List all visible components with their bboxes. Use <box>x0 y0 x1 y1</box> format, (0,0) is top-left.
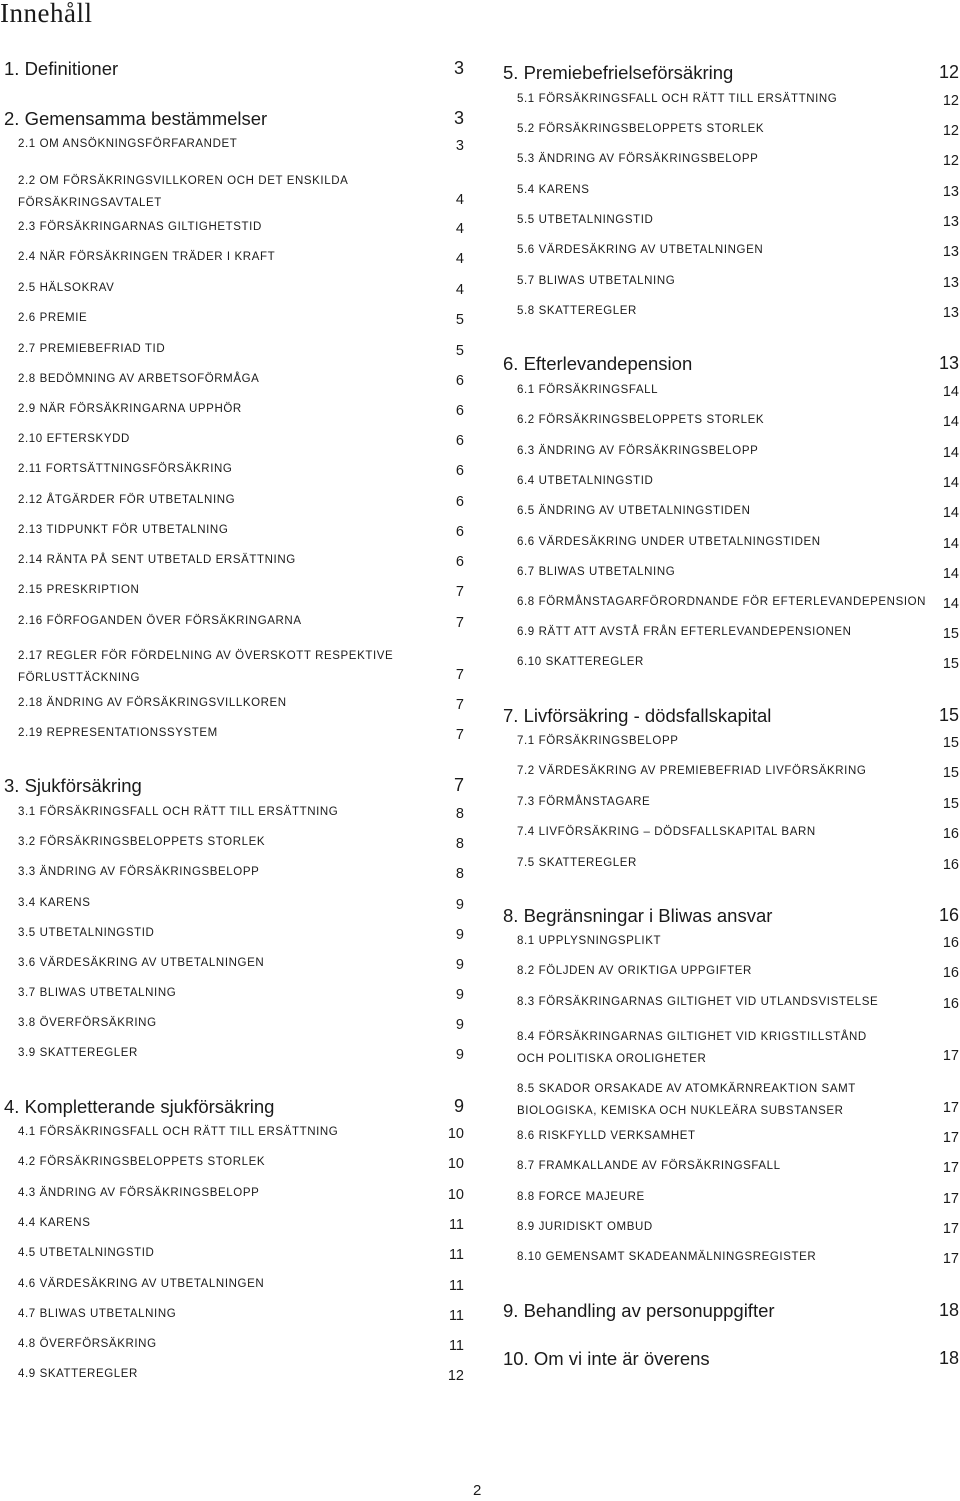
toc-entry-label: 6.8 FÖRMÅNSTAGARFÖRORDNANDE FÖR EFTERLEVANDEPENSION <box>517 596 927 608</box>
toc-entry-label: 8.4 FÖRSÄKRINGARNAS GILTIGHET VID KRIGSTILLSTÅND <box>517 1031 867 1043</box>
toc-subsection-entry[interactable] <box>4 433 464 455</box>
toc-entry-page-number: 10 <box>447 1126 464 1142</box>
toc-entry-page-number: 7 <box>455 727 464 743</box>
toc-subsection-entry[interactable] <box>503 935 959 957</box>
toc-entry-page-number: 4 <box>455 251 464 267</box>
toc-subsection-entry[interactable] <box>4 1187 464 1209</box>
toc-entry-label: 2.1 OM ANSÖKNINGSFÖRFARANDET <box>18 138 238 150</box>
toc-section-entry[interactable] <box>4 108 464 130</box>
toc-entry-page-number: 16 <box>938 905 959 925</box>
toc-entry-page-number: 17 <box>942 1251 959 1267</box>
toc-entry-label: 2.15 PRESKRIPTION <box>18 584 140 596</box>
toc-section-entry[interactable] <box>503 1348 959 1370</box>
toc-subsection-entry[interactable] <box>4 927 464 949</box>
toc-entry-label: 5.4 KARENS <box>517 184 590 196</box>
toc-entry-label: 6.2 FÖRSÄKRINGSBELOPPETS STORLEK <box>517 414 765 426</box>
toc-entry-label: 6.6 VÄRDESÄKRING UNDER UTBETALNINGSTIDEN <box>517 536 821 548</box>
toc-section-entry[interactable] <box>503 705 959 727</box>
toc-entry-label: 2.6 PREMIE <box>18 312 88 324</box>
toc-subsection-entry[interactable] <box>4 343 464 365</box>
toc-entry-label: 2.14 RÄNTA PÅ SENT UTBETALD ERSÄTTNING <box>18 554 296 566</box>
toc-subsection-entry[interactable] <box>4 1017 464 1039</box>
toc-entry-page-number: 16 <box>942 996 959 1012</box>
toc-entry-label: 4.4 KARENS <box>18 1217 91 1229</box>
toc-subsection-entry[interactable] <box>4 615 464 637</box>
toc-subsection-entry[interactable] <box>4 1368 464 1390</box>
toc-subsection-entry[interactable] <box>4 138 464 160</box>
toc-entry-page-number: 6 <box>455 524 464 540</box>
page-title: Innehåll <box>0 0 93 28</box>
toc-subsection-entry[interactable] <box>503 93 959 115</box>
toc-entry-label: 7. Livförsäkring - dödsfallskapital <box>503 705 772 726</box>
toc-entry-page-number: 7 <box>455 615 464 631</box>
toc-entry-label: 5.5 UTBETALNINGSTID <box>517 214 654 226</box>
toc-entry-page-number: 9 <box>455 927 464 943</box>
toc-entry-label: 4.5 UTBETALNINGSTID <box>18 1247 155 1259</box>
toc-entry-page-number: 12 <box>942 123 959 139</box>
toc-entry-label: 4.9 SKATTEREGLER <box>18 1368 138 1380</box>
toc-entry-page-number: 4 <box>455 282 464 298</box>
toc-entry-page-number: 15 <box>942 765 959 781</box>
toc-entry-label: 6.9 RÄTT ATT AVSTÅ FRÅN EFTERLEVANDEPENSIONEN <box>517 626 852 638</box>
toc-entry-page-number: 11 <box>448 1308 464 1324</box>
toc-entry-label: 2.7 PREMIEBEFRIAD TID <box>18 343 166 355</box>
toc-entry-page-number: 9 <box>455 1047 464 1063</box>
toc-entry-page-number: 6 <box>455 373 464 389</box>
toc-entry-page-number: 18 <box>938 1348 959 1368</box>
toc-entry-label: 10. Om vi inte är överens <box>503 1348 710 1369</box>
toc-entry-label: 8.6 RISKFYLLD VERKSAMHET <box>517 1130 696 1142</box>
toc-section-entry[interactable] <box>503 353 959 375</box>
toc-entry-page-number: 11 <box>448 1217 464 1233</box>
toc-entry-page-number: 6 <box>455 463 464 479</box>
toc-entry-label: 4.6 VÄRDESÄKRING AV UTBETALNINGEN <box>18 1278 265 1290</box>
toc-entry-label: 5.8 SKATTEREGLER <box>517 305 637 317</box>
toc-subsection-entry[interactable] <box>503 965 959 987</box>
toc-entry-page-number: 9 <box>455 897 464 913</box>
toc-entry-page-number: 9 <box>455 1017 464 1033</box>
toc-entry-page-number: 8 <box>455 806 464 822</box>
toc-subsection-entry[interactable] <box>503 796 959 818</box>
toc-subsection-entry[interactable] <box>4 866 464 888</box>
toc-subsection-entry[interactable] <box>4 1247 464 1269</box>
toc-subsection-entry[interactable] <box>4 282 464 304</box>
toc-subsection-entry[interactable] <box>503 184 959 206</box>
toc-subsection-entry[interactable] <box>503 214 959 236</box>
toc-subsection-entry[interactable] <box>4 727 464 749</box>
toc-entry-page-number: 8 <box>455 866 464 882</box>
toc-entry-page-number: 6 <box>455 403 464 419</box>
toc-entry-label: 8.7 FRAMKALLANDE AV FÖRSÄKRINGSFALL <box>517 1160 781 1172</box>
toc-entry-page-number: 15 <box>942 626 959 642</box>
toc-subsection-entry[interactable] <box>4 806 464 828</box>
toc-subsection-entry[interactable] <box>4 957 464 979</box>
toc-entry-label: 4.8 ÖVERFÖRSÄKRING <box>18 1338 157 1350</box>
toc-subsection-entry[interactable] <box>503 153 959 175</box>
toc-subsection-entry[interactable] <box>503 275 959 297</box>
toc-entry-label: 5. Premiebefrielseförsäkring <box>503 62 734 83</box>
toc-entry-label: 2.3 FÖRSÄKRINGARNAS GILTIGHETSTID <box>18 221 262 233</box>
toc-entry-label: 3.2 FÖRSÄKRINGSBELOPPETS STORLEK <box>18 836 266 848</box>
toc-entry-label: 4.2 FÖRSÄKRINGSBELOPPETS STORLEK <box>18 1156 266 1168</box>
toc-subsection-entry[interactable] <box>503 505 959 527</box>
toc-entry-page-number: 14 <box>942 536 959 552</box>
toc-entry-label: 5.1 FÖRSÄKRINGSFALL OCH RÄTT TILL ERSÄTTNING <box>517 93 838 105</box>
toc-entry-label: 2.10 EFTERSKYDD <box>18 433 130 445</box>
toc-entry-page-number: 14 <box>942 445 959 461</box>
toc-subsection-entry[interactable] <box>503 566 959 588</box>
toc-entry-label: 2.9 NÄR FÖRSÄKRINGARNA UPPHÖR <box>18 403 242 415</box>
toc-entry-page-number: 10 <box>447 1187 464 1203</box>
toc-subsection-entry[interactable] <box>4 312 464 334</box>
toc-entry-label: 2.19 REPRESENTATIONSSYSTEM <box>18 727 218 739</box>
toc-entry-page-number: 17 <box>942 1191 959 1207</box>
toc-entry-label: 3.7 BLIWAS UTBETALNING <box>18 987 177 999</box>
toc-entry-label: 3.3 ÄNDRING AV FÖRSÄKRINGSBELOPP <box>18 866 260 878</box>
toc-entry-label: 4.1 FÖRSÄKRINGSFALL OCH RÄTT TILL ERSÄTTNING <box>18 1126 339 1138</box>
toc-subsection-entry[interactable] <box>503 536 959 558</box>
toc-subsection-entry[interactable] <box>4 897 464 919</box>
toc-entry-label: 8. Begränsningar i Bliwas ansvar <box>503 905 773 926</box>
toc-entry-label: 2.12 ÅTGÄRDER FÖR UTBETALNING <box>18 494 236 506</box>
toc-subsection-entry[interactable] <box>503 244 959 266</box>
toc-entry-label: 6.10 SKATTEREGLER <box>517 656 644 668</box>
toc-entry-page-number: 13 <box>942 214 959 230</box>
toc-entry-label: 4.3 ÄNDRING AV FÖRSÄKRINGSBELOPP <box>18 1187 260 1199</box>
toc-subsection-entry[interactable] <box>503 305 959 327</box>
toc-entry-page-number: 15 <box>938 705 959 725</box>
toc-entry-label: 8.8 FORCE MAJEURE <box>517 1191 645 1203</box>
toc-entry-label: 8.9 JURIDISKT OMBUD <box>517 1221 653 1233</box>
toc-subsection-entry[interactable] <box>503 1160 959 1182</box>
toc-entry-label: 3.9 SKATTEREGLER <box>18 1047 138 1059</box>
toc-entry-label: 4.7 BLIWAS UTBETALNING <box>18 1308 177 1320</box>
toc-entry-label: 6.7 BLIWAS UTBETALNING <box>517 566 676 578</box>
toc-entry-page-number: 7 <box>455 667 464 683</box>
toc-subsection-entry[interactable] <box>503 626 959 648</box>
toc-entry-label: 3. Sjukförsäkring <box>4 775 142 796</box>
toc-entry-page-number: 17 <box>942 1130 959 1146</box>
toc-entry-page-number: 3 <box>453 58 464 78</box>
toc-entry-label: 5.7 BLIWAS UTBETALNING <box>517 275 676 287</box>
toc-entry-page-number: 5 <box>455 312 464 328</box>
toc-entry-page-number: 14 <box>942 596 959 612</box>
toc-subsection-entry[interactable] <box>503 1130 959 1152</box>
toc-entry-page-number: 17 <box>942 1160 959 1176</box>
toc-subsection-entry[interactable] <box>4 251 464 273</box>
toc-subsection-entry[interactable] <box>4 170 464 214</box>
toc-entry-page-number: 12 <box>938 62 959 82</box>
toc-entry-label-continued: FÖRLUSTTÄCKNING <box>18 672 141 684</box>
toc-subsection-entry[interactable] <box>4 403 464 425</box>
toc-subsection-entry[interactable] <box>503 596 959 618</box>
toc-entry-page-number: 16 <box>942 935 959 951</box>
toc-entry-label: 8.1 UPPLYSNINGSPLIKT <box>517 935 662 947</box>
toc-entry-label: 2.17 REGLER FÖR FÖRDELNING AV ÖVERSKOTT RESPEKTIVE <box>18 650 394 662</box>
toc-subsection-entry[interactable] <box>4 987 464 1009</box>
toc-subsection-entry[interactable] <box>4 584 464 606</box>
toc-entry-label: 8.5 SKADOR ORSAKADE AV ATOMKÄRNREAKTION SAMT <box>517 1083 856 1095</box>
toc-entry-page-number: 14 <box>942 414 959 430</box>
toc-subsection-entry[interactable] <box>4 1308 464 1330</box>
toc-entry-page-number: 14 <box>942 566 959 582</box>
toc-entry-label: 2.5 HÄLSOKRAV <box>18 282 115 294</box>
toc-entry-label: 6.3 ÄNDRING AV FÖRSÄKRINGSBELOPP <box>517 445 759 457</box>
toc-entry-page-number: 14 <box>942 475 959 491</box>
toc-subsection-entry[interactable] <box>503 1191 959 1213</box>
toc-entry-label: 9. Behandling av personuppgifter <box>503 1300 775 1321</box>
toc-entry-page-number: 13 <box>942 305 959 321</box>
toc-subsection-entry[interactable] <box>4 1156 464 1178</box>
toc-subsection-entry[interactable] <box>4 697 464 719</box>
toc-subsection-entry[interactable] <box>4 373 464 395</box>
toc-entry-page-number: 13 <box>942 184 959 200</box>
toc-entry-label: 5.3 ÄNDRING AV FÖRSÄKRINGSBELOPP <box>517 153 759 165</box>
toc-entry-label: 6.4 UTBETALNINGSTID <box>517 475 654 487</box>
toc-entry-label: 3.8 ÖVERFÖRSÄKRING <box>18 1017 157 1029</box>
toc-entry-page-number: 18 <box>938 1300 959 1320</box>
toc-entry-label: 5.2 FÖRSÄKRINGSBELOPPETS STORLEK <box>517 123 765 135</box>
toc-entry-label: 4. Kompletterande sjukförsäkring <box>4 1096 275 1117</box>
toc-subsection-entry[interactable] <box>4 645 464 689</box>
toc-entry-label: 2.4 NÄR FÖRSÄKRINGEN TRÄDER I KRAFT <box>18 251 276 263</box>
toc-subsection-entry[interactable] <box>503 1251 959 1273</box>
toc-entry-label: 6.1 FÖRSÄKRINGSFALL <box>517 384 659 396</box>
toc-entry-page-number: 6 <box>455 433 464 449</box>
toc-entry-label: 7.1 FÖRSÄKRINGSBELOPP <box>517 735 679 747</box>
toc-entry-page-number: 4 <box>455 221 464 237</box>
toc-entry-page-number: 11 <box>448 1278 464 1294</box>
toc-entry-page-number: 17 <box>942 1048 959 1064</box>
toc-entry-page-number: 15 <box>942 656 959 672</box>
toc-entry-page-number: 17 <box>942 1221 959 1237</box>
toc-entry-label: 6.5 ÄNDRING AV UTBETALNINGSTIDEN <box>517 505 751 517</box>
toc-entry-page-number: 17 <box>942 1100 959 1116</box>
toc-subsection-entry[interactable] <box>503 1026 959 1070</box>
toc-section-entry[interactable] <box>503 1300 959 1322</box>
toc-entry-label: 8.3 FÖRSÄKRINGARNAS GILTIGHET VID UTLANDSVISTELSE <box>517 996 879 1008</box>
toc-entry-page-number: 11 <box>448 1338 464 1354</box>
page-number: 2 <box>473 1482 482 1499</box>
toc-subsection-entry[interactable] <box>503 475 959 497</box>
toc-entry-page-number: 4 <box>455 192 464 208</box>
toc-entry-label: 3.5 UTBETALNINGSTID <box>18 927 155 939</box>
toc-subsection-entry[interactable] <box>503 414 959 436</box>
toc-subsection-entry[interactable] <box>503 123 959 145</box>
toc-entry-label: 2.8 BEDÖMNING AV ARBETSOFÖRMÅGA <box>18 373 260 385</box>
toc-entry-label-continued: FÖRSÄKRINGSAVTALET <box>18 197 162 209</box>
toc-entry-page-number: 3 <box>455 138 464 154</box>
toc-section-entry[interactable] <box>503 62 959 84</box>
toc-entry-label: 3.4 KARENS <box>18 897 91 909</box>
toc-entry-page-number: 12 <box>942 93 959 109</box>
toc-entry-page-number: 13 <box>938 353 959 373</box>
toc-section-entry[interactable] <box>4 1096 464 1118</box>
toc-entry-page-number: 15 <box>942 735 959 751</box>
toc-subsection-entry[interactable] <box>4 221 464 243</box>
toc-subsection-entry[interactable] <box>4 1338 464 1360</box>
toc-entry-page-number: 3 <box>453 108 464 128</box>
toc-subsection-entry[interactable] <box>4 1217 464 1239</box>
toc-subsection-entry[interactable] <box>4 1047 464 1069</box>
toc-entry-page-number: 7 <box>453 775 464 795</box>
toc-subsection-entry[interactable] <box>4 1278 464 1300</box>
toc-entry-label: 2.18 ÄNDRING AV FÖRSÄKRINGSVILLKOREN <box>18 697 287 709</box>
toc-entry-label: 8.2 FÖLJDEN AV ORIKTIGA UPPGIFTER <box>517 965 752 977</box>
toc-subsection-entry[interactable] <box>503 445 959 467</box>
toc-subsection-entry[interactable] <box>4 494 464 516</box>
toc-entry-label: 7.5 SKATTEREGLER <box>517 857 637 869</box>
toc-subsection-entry[interactable] <box>503 765 959 787</box>
toc-subsection-entry[interactable] <box>503 857 959 879</box>
toc-subsection-entry[interactable] <box>503 384 959 406</box>
toc-entry-page-number: 11 <box>448 1247 464 1263</box>
toc-subsection-entry[interactable] <box>4 836 464 858</box>
toc-entry-label: 5.6 VÄRDESÄKRING AV UTBETALNINGEN <box>517 244 764 256</box>
toc-subsection-entry[interactable] <box>503 656 959 678</box>
toc-entry-label: 6. Efterlevandepension <box>503 353 693 374</box>
toc-entry-page-number: 14 <box>942 505 959 521</box>
toc-entry-page-number: 9 <box>453 1096 464 1116</box>
toc-subsection-entry[interactable] <box>503 735 959 757</box>
toc-section-entry[interactable] <box>4 775 464 797</box>
toc-entry-label: 7.3 FÖRMÅNSTAGARE <box>517 796 651 808</box>
toc-entry-page-number: 16 <box>942 826 959 842</box>
toc-subsection-entry[interactable] <box>503 1221 959 1243</box>
toc-entry-label: 7.4 LIVFÖRSÄKRING – DÖDSFALLSKAPITAL BARN <box>517 826 816 838</box>
toc-entry-page-number: 14 <box>942 384 959 400</box>
toc-entry-page-number: 6 <box>455 554 464 570</box>
toc-subsection-entry[interactable] <box>503 1078 959 1122</box>
toc-entry-page-number: 8 <box>455 836 464 852</box>
toc-subsection-entry[interactable] <box>503 826 959 848</box>
toc-section-entry[interactable] <box>4 58 464 80</box>
toc-entry-label: 2.2 OM FÖRSÄKRINGSVILLKOREN OCH DET ENSKILDA <box>18 175 349 187</box>
toc-entry-page-number: 7 <box>455 584 464 600</box>
toc-entry-label: 8.10 GEMENSAMT SKADEANMÄLNINGSREGISTER <box>517 1251 817 1263</box>
toc-entry-label: 1. Definitioner <box>4 58 119 79</box>
toc-entry-page-number: 16 <box>942 857 959 873</box>
toc-entry-page-number: 9 <box>455 957 464 973</box>
toc-entry-label: 3.6 VÄRDESÄKRING AV UTBETALNINGEN <box>18 957 265 969</box>
toc-entry-label: 2.11 FORTSÄTTNINGSFÖRSÄKRING <box>18 463 233 475</box>
toc-entry-page-number: 15 <box>942 796 959 812</box>
toc-subsection-entry[interactable] <box>4 524 464 546</box>
toc-entry-label-continued: OCH POLITISKA OROLIGHETER <box>517 1053 707 1065</box>
toc-entry-label-continued: BIOLOGISKA, KEMISKA OCH NUKLEÄRA SUBSTANSER <box>517 1105 844 1117</box>
toc-entry-page-number: 6 <box>455 494 464 510</box>
toc-section-entry[interactable] <box>503 905 959 927</box>
toc-entry-label: 7.2 VÄRDESÄKRING AV PREMIEBEFRIAD LIVFÖRSÄKRING <box>517 765 867 777</box>
toc-entry-page-number: 13 <box>942 275 959 291</box>
toc-entry-label: 3.1 FÖRSÄKRINGSFALL OCH RÄTT TILL ERSÄTTNING <box>18 806 339 818</box>
toc-subsection-entry[interactable] <box>503 996 959 1018</box>
toc-entry-page-number: 7 <box>455 697 464 713</box>
toc-entry-page-number: 12 <box>942 153 959 169</box>
toc-entry-page-number: 13 <box>942 244 959 260</box>
toc-subsection-entry[interactable] <box>4 554 464 576</box>
toc-entry-page-number: 16 <box>942 965 959 981</box>
toc-entry-label: 2.13 TIDPUNKT FÖR UTBETALNING <box>18 524 229 536</box>
toc-entry-page-number: 5 <box>455 343 464 359</box>
toc-entry-page-number: 10 <box>447 1156 464 1172</box>
toc-entry-label: 2.16 FÖRFOGANDEN ÖVER FÖRSÄKRINGARNA <box>18 615 302 627</box>
toc-entry-page-number: 12 <box>447 1368 464 1384</box>
toc-entry-page-number: 9 <box>455 987 464 1003</box>
toc-subsection-entry[interactable] <box>4 463 464 485</box>
toc-entry-label: 2. Gemensamma bestämmelser <box>4 108 268 129</box>
toc-subsection-entry[interactable] <box>4 1126 464 1148</box>
